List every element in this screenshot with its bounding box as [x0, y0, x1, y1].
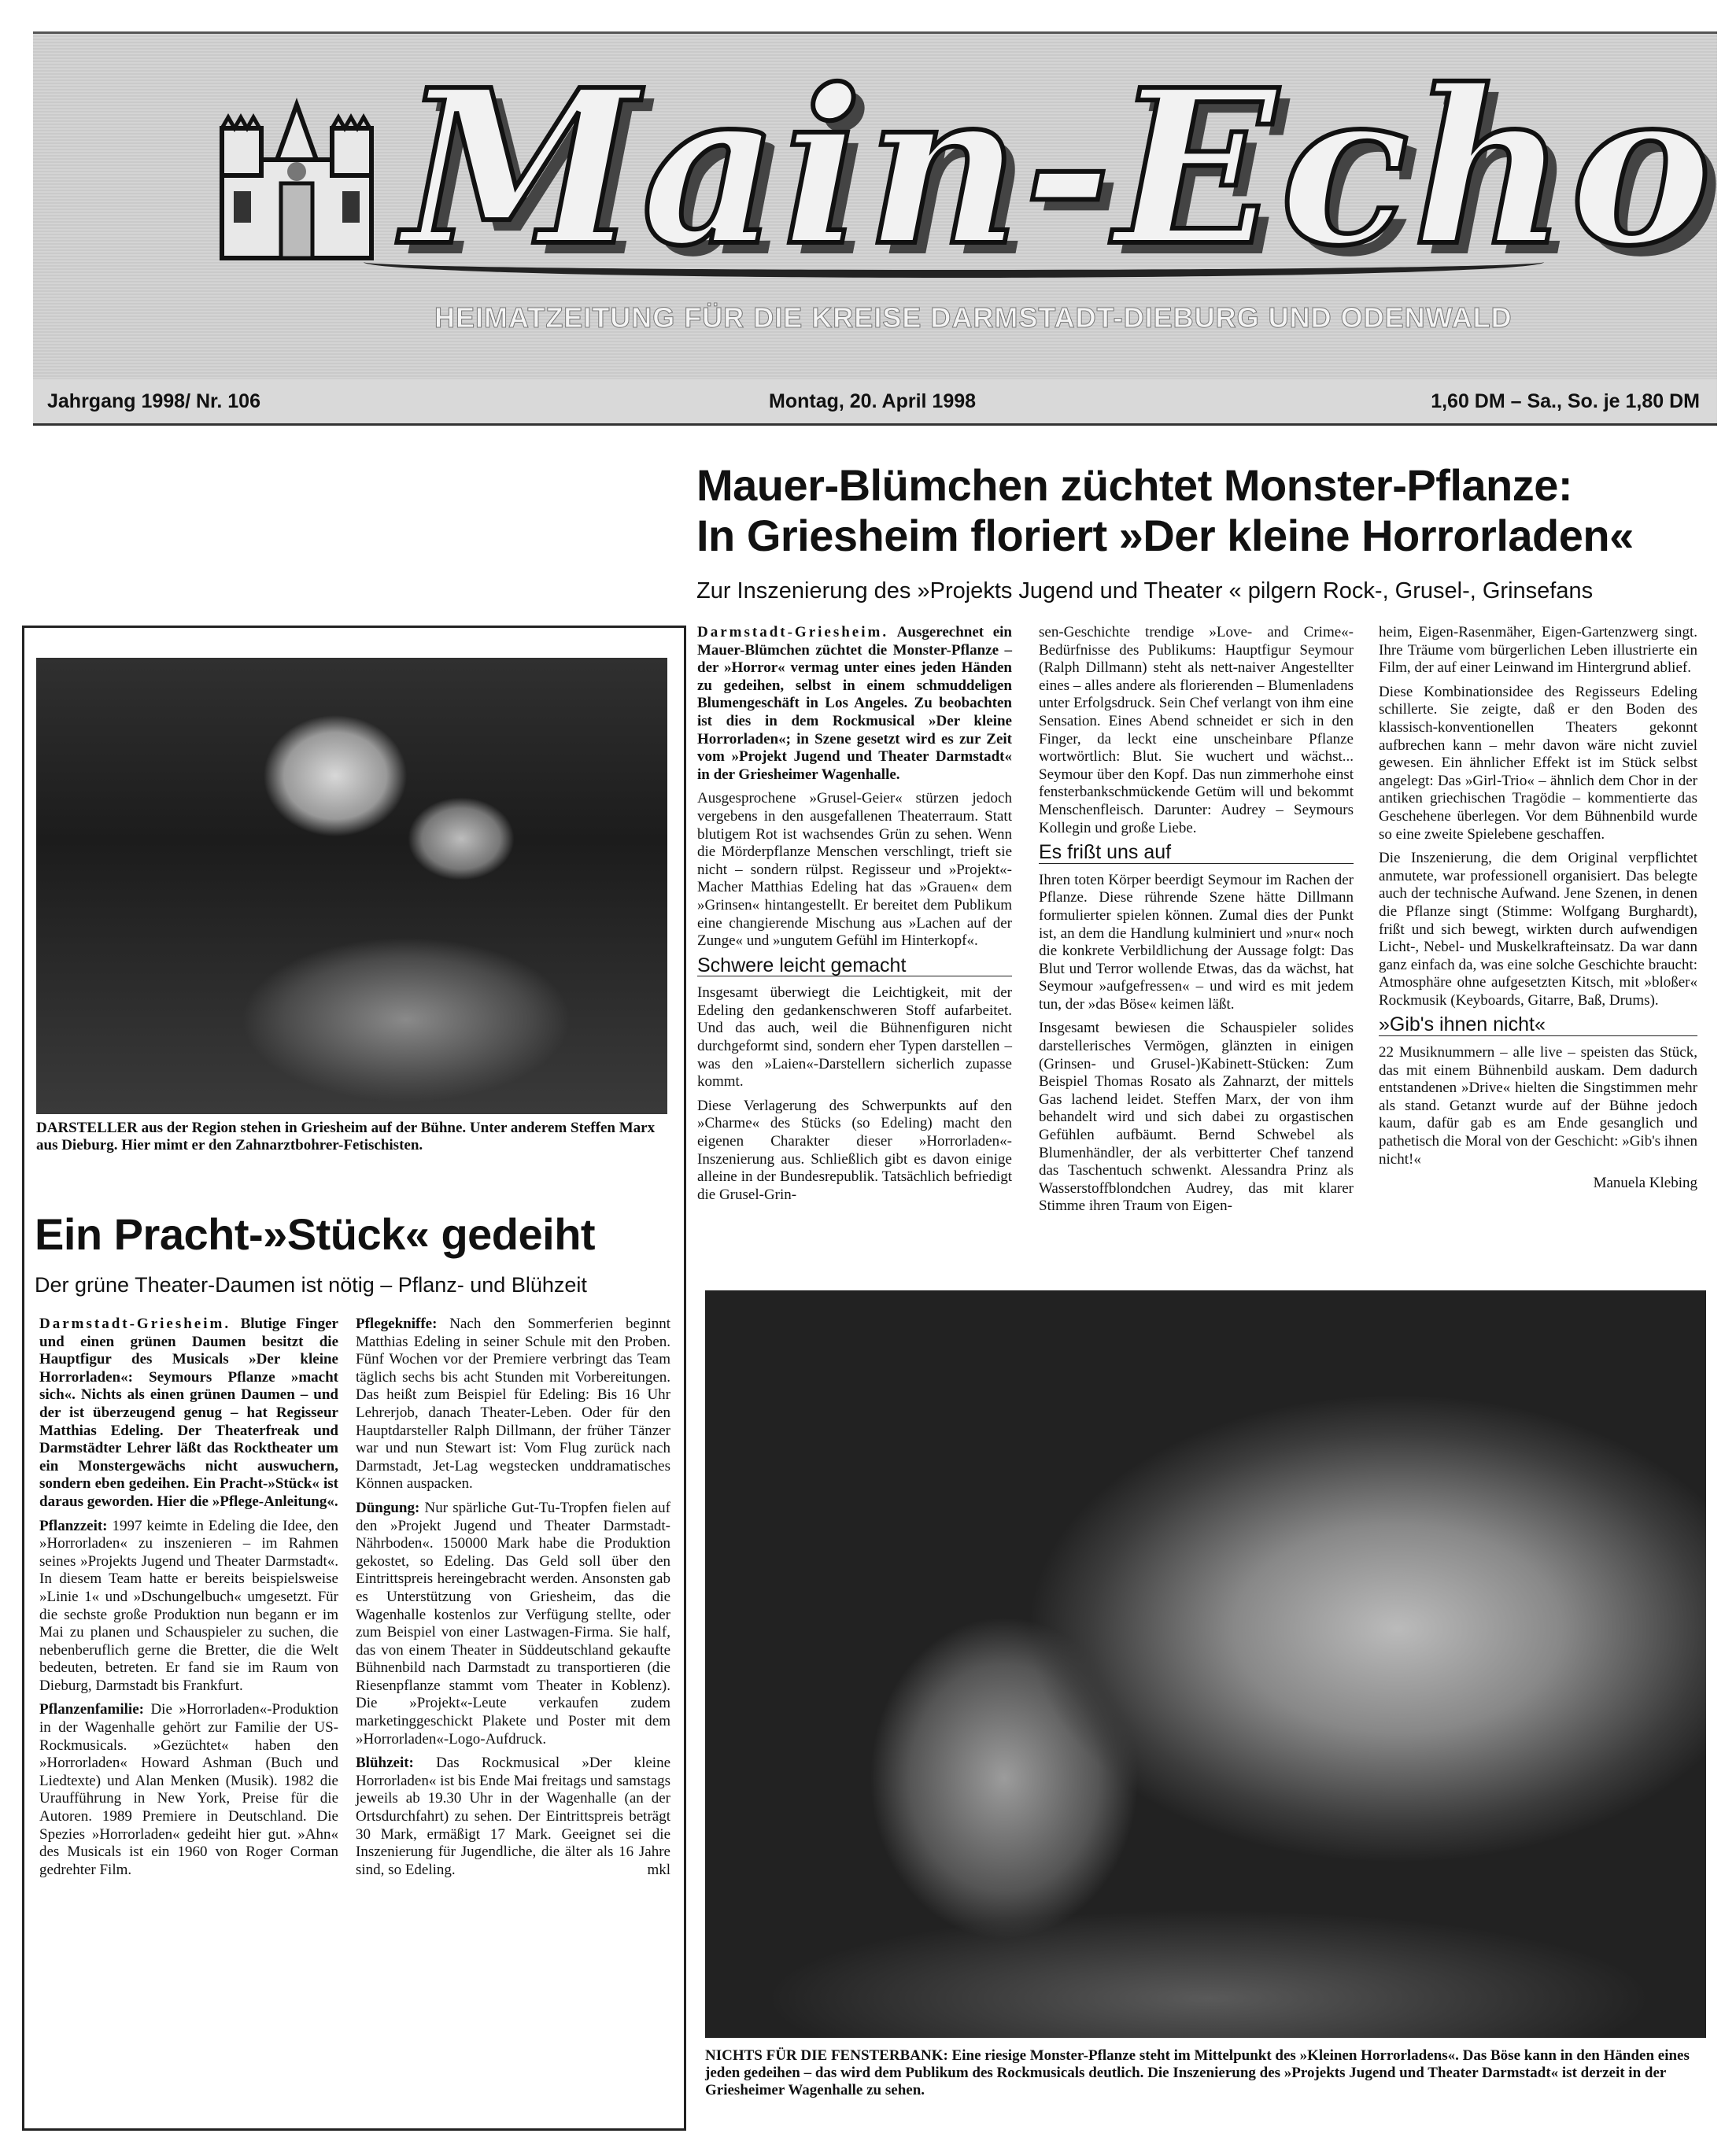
main-caption-label: NICHTS FÜR DIE FENSTERBANK:	[705, 2047, 948, 2064]
side-caption-label: DARSTELLER	[36, 1120, 138, 1136]
main-column-3	[1379, 624, 1697, 1193]
side-paragraph-pflanzzeit: Pflanzzeit: 1997 keimte in Edeling die Idee, den »Horrorladen« zu inszenieren – im Rahmen seines »Projekts Jugend und Theater Darmstadt«. In diesem Team hatte er bereits beispielsweise »Linie 1« und »Dschungelbuch« umgesetzt. Für die sechste große Produktion nun begann er im Mai zu planen und Schauspieler zu suchen, die nebenberuflich gerne die Bretter, die die Welt bedeuten, betreten. Er fand sie im Raum von Dieburg, Darmstadt bis Frankfurt.	[39, 1517, 339, 1694]
issue-price: 1,60 DM – Sa., So. je 1,80 DM	[1431, 390, 1700, 412]
side-paragraph-duengung: Düngung: Nur spärliche Gut-Tu-Tropfen fielen auf den »Projekt Jugend und Theater Darmstadt-Nährboden«. 150000 Mark habe die Produktion gekostet, so Edeling. Das Geld soll über den Eintrittspreis hereingebracht werden. Ansonsten gab es Unterstützung von Griesheim, das die Wagenhalle kostenlos zur Verfügung stellte, oder zum Beispiel von einer Lastwagen-Firma. Sie half, das von einem Theater in Süddeutschland gekaufte Bühnenbild nach Darmstadt zu transportieren (die Riesenpflanze stammt vom Theater in Koblenz). Die »Projekt«-Leute verkaufen zudem marketinggeschickt Plakete und Poster mit dem »Horrorladen«-Logo-Aufdruck.	[356, 1499, 670, 1748]
main-headline-line-1: Mauer-Blümchen züchtet Monster-Pflanze:	[696, 460, 1573, 510]
side-paragraph-pflegekniffe: Pflegekniffe: Nach den Sommerferien beginnt Matthias Edeling in seiner Schule mit den Proben. Fünf Wochen vor der Premiere verbringt das Team täglich sechs bis acht Stunden mit Vorbereitungen. Das heißt zum Beispiel für Edeling: Bis 16 Uhr Lehrerjob, danach Theater-Leben. Oder für den Hauptdarsteller Ralph Dillmann, der früher Tänzer war und nun Stewart ist: Vom Flug zurück nach Darmstadt, Jet-Lag wegstecken unddramatisches Können auspacken.	[356, 1316, 671, 1493]
main-paragraph: Insgesamt bewiesen die Schauspieler solides darstellerisches Vermögen, glänzten in einigen (Grinsen- und Grusel-)Kabinett-Stücken: Zum Beispiel Thomas Rosato als Zahnarzt, der mittels Gas lachend leidet. Steffen Marx, der von ihm behandelt wird und sich dabei zu orgastischen Gefühlen aufbäumt. Bernd Schwebel als Blumenhändler, der als verbitterter Chef tanzend das Taschentuch schwenkt. Alessandra Prinz als Wasserstoffblondchen Audrey, das mit klarer Stimme ihren Traum von Eigen-	[1039, 1020, 1354, 1215]
main-paragraph: sen-Geschichte trendige »Love- and Crime«-Bedürfnisse des Publikums: Hauptfigur Seymour (Ralph Dillmann) steht als nett-naiver Angestellter eines – alles andere als florierenden – Blumenladens unter Erfolgsdruck. Sein Chef verlangt von ihm eine Sensation. Eines Abend schneidet er sich in den Finger, da leckt eine unscheinbare Pflanze wortwörtlich: Blut. Sie wuchert und wächst... Seymour über den Kopf. Das nun zimmerhohe einst fensterbankschmückende Getüm will und bekommt Menschenfleisch. Darunter: Audrey – Seymours Kollegin und große Liebe.	[1039, 624, 1354, 836]
side-photo-caption	[36, 1120, 658, 1154]
side-headline: Ein Pracht-»Stück« gedeiht	[35, 1209, 596, 1259]
main-subhead-schwere: Schwere leicht gemacht	[697, 957, 1012, 977]
main-subhead-frisst: Es frißt uns auf	[1039, 843, 1354, 864]
side-subheadline: Der grüne Theater-Daumen ist nötig – Pflanz- und Blühzeit	[35, 1273, 587, 1297]
issue-date: Montag, 20. April 1998	[769, 390, 977, 412]
main-column-2	[1039, 624, 1354, 1222]
monster-plant-photo	[705, 1290, 1706, 2038]
main-headline-line-2: In Griesheim floriert »Der kleine Horrorladen«	[696, 511, 1634, 560]
side-author: mkl	[647, 1861, 670, 1878]
main-author: Manuela Klebing	[1593, 1175, 1697, 1192]
side-lead: Darmstadt-Griesheim. Blutige Finger und einen grünen Daumen besitzt die Hauptfigur des Musicals »Der kleine Horrorladen«: Seymours Pflanze »macht sich«. Nichts als einen grünen Daumen – und der ist überzeugend genug – hat Regisseur Matthias Edeling. Der Theaterfreak und Darmstädter Lehrer läßt das Rocktheater um ein Monstergewächs nicht auswuchern, sondern eben gedeihen. Ein Pracht-»Stück« ist daraus geworden. Hier die »Pflege-Anleitung«.	[39, 1316, 338, 1510]
masthead-subtitle: HEIMATZEITUNG FÜR DIE KREISE DARMSTADT-DIEBURG UND ODENWALD	[434, 301, 1513, 334]
main-paragraph: Diese Verlagerung des Schwerpunkts auf den »Charme« des Stücks (so Edeling) macht den eigenen Charakter dieser »Horrorladen«-Inszenierung aus. Schließlich gibt es davon einige alleine in der Bundesrepublik. Tatsächlich befriedigt die Grusel-Grin-	[697, 1097, 1012, 1203]
castle-logo-icon	[214, 97, 379, 262]
main-paragraph: Insgesamt überwiegt die Leichtigkeit, mit der Edeling den gedankenschweren Stoff aufarbeitet. Und das auch, weil die Bühnenfiguren nicht durchgeformt sind, sondern eher Typen darstellen – was den »Laien«-Darstellern sicherlich zupasse kommt.	[697, 984, 1012, 1091]
dentist-scene-photo	[36, 658, 667, 1114]
main-paragraph: Ihren toten Körper beerdigt Seymour im Rachen der Pflanze. Diese rührende Szene hätte Dillmann formulierter spielen können. Zumal dies der Punkt ist, an dem die Handlung kulminiert und »nur« noch die konkrete Verbildlichung der Aussage folgt: Das Blut und Terror wollende Etwas, das da wächst, hat Seymour »aufgefressen« – und wird es mit jedem tun, der »das Böse« keimen läßt.	[1039, 871, 1354, 1013]
side-dateline: Darmstadt-Griesheim.	[39, 1316, 231, 1332]
main-dateline: Darmstadt-Griesheim.	[697, 624, 889, 640]
side-column-2	[356, 1316, 670, 1885]
side-caption-text: aus der Region stehen in Griesheim auf der Bühne. Unter anderem Steffen Marx aus Dieburg. Hier mimt er den Zahnarztbohrer-Fetischisten.	[36, 1120, 656, 1153]
main-paragraph: Ausgesprochene »Grusel-Geier« stürzen jedoch vergebens in den ausgefallenen Theaterraum. Statt blutigem Rot ist wachsendes Grün zu sehen. Wenn die Mörderpflanze Menschen verschlingt, trieft sie nicht – sondern rülpst. Regisseur und »Projekt«-Macher Matthias Edeling hat das »Grauen« dem »Grinsen« hintangestellt. Er bereitet dem Publikum eine changierende Mischung aus »Lachen auf der Zunge« und »ungutem Gefühl im Hinterkopf«.	[697, 790, 1012, 950]
masthead-swoosh	[364, 246, 1544, 278]
main-lead: Darmstadt-Griesheim. Ausgerechnet ein Mauer-Blümchen züchtet die Monster-Pflanze – der »Horror« vermag unter eines jeden Händen zu gedeihen, selbst in einem schmuddeligen Blumengeschäft in Los Angeles. Zu beobachten ist dies in dem Rockmusical »Der kleine Horrorladen«; in Szene gesetzt wird es zur Zeit vom »Projekt Jugend und Theater Darmstadt« in der Griesheimer Wagenhalle.	[697, 624, 1012, 783]
side-column-1	[39, 1316, 338, 1885]
main-paragraph: 22 Musiknummern – alle live – speisten das Stück, das mit einem Bühnenbild auskam. Dem dadurch entstandenen »Drive« hielten die Singstimmen mehr als stand. Getanzt wurde auf der Bühne jedoch kaum, dafür gab es am Ende gesanglich und pathetisch die Moral von der Geschicht: »Gib's ihnen nicht!«	[1379, 1044, 1697, 1168]
main-paragraph: Diese Kombinationsidee des Regisseurs Edeling schillerte. Sie zeigte, daß er den Boden des klassisch-konventionellen Theaters gekonnt aufbrechen kann – mehr davon wäre nicht zuviel gewesen. Ein ähnlicher Effekt ist im Stück selbst angelegt: Das »Girl-Trio« – ähnlich dem Chor in der antiken griechischen Tragödie – kommentierte das Geschehene überlegen. Vor dem Bühnenbild wurde so eine zweite Spielebene geschaffen.	[1379, 683, 1697, 843]
issue-number: Jahrgang 1998/ Nr. 106	[47, 390, 260, 412]
masthead-title: Main-Echo	[403, 42, 1716, 293]
main-caption-text: Eine riesige Monster-Pflanze steht im Mittelpunkt des »Kleinen Horrorladens«. Das Böse kann in den Händen eines jeden gedeihen – das wird dem Publikum des Rockmusicals deutlich. Die Inszenierung des »Projekts Jugend und Theater Darmstadt« ist derzeit in der Griesheimer Wagenhalle zu sehen.	[705, 2047, 1690, 2098]
main-paragraph: Die Inszenierung, die dem Original verpflichtet anmutete, war professionell organisiert. Das belegte auch der technische Aufwand. Jene Szenen, in denen die Pflanze singt (Stimme: Wolfgang Burghardt), frißt und sich bewegt, wirkten durch aufwendigen Licht-, Nebel- und Muskelkrafteinsatz. Da war dann ganz einfach da, was eine solche Geschichte braucht: Atmosphäre ohne aufgesetzten Kitsch, mit »bloßer« Rockmusik (Keyboards, Gitarre, Baß, Drums).	[1379, 850, 1697, 1009]
side-paragraph-bluehzeit: Blühzeit: Das Rockmusical »Der kleine Horrorladen« ist bis Ende Mai freitags und samstags jeweils ab 19.30 Uhr in der Wagenhalle (an der Ortsdurchfahrt) zu sehen. Der Eintrittspreis beträgt 30 Mark, ermäßigt 17 Mark. Geeignet sei die Inszenierung für Jugendliche, die älter als 16 Jahre sind, so Edeling. mkl	[356, 1755, 671, 1878]
main-subhead-gibs: »Gib's ihnen nicht«	[1379, 1016, 1697, 1036]
issue-info-bar	[33, 379, 1717, 426]
main-photo-caption	[705, 2047, 1706, 2099]
main-paragraph: heim, Eigen-Rasenmäher, Eigen-Gartenzwerg singt. Ihre Träume vom bürgerlichen Leben illustrierte ein Film, der auf einer Leinwand im Hintergrund ablief.	[1379, 624, 1697, 677]
main-subheadline: Zur Inszenierung des »Projekts Jugend und Theater « pilgern Rock-, Grusel-, Grinsefans	[696, 578, 1594, 603]
side-paragraph-pflanzenfamilie: Pflanzenfamilie: Die »Horrorladen«-Produktion in der Wagenhalle gehört zur Familie der US-Rockmusicals. »Gezüchtet« haben den »Horrorladen« Howard Ashman (Buch und Liedtexte) und Alan Menken (Musik). 1982 die Uraufführung in New York, Preise für die Autoren. 1989 Premiere in Deutschland. Die Spezies »Horrorladen« gedeiht hier gut. »Ahn« des Musicals ist ein 1960 von Roger Corman gedrehter Film.	[39, 1701, 338, 1878]
main-column-1	[697, 624, 1012, 1210]
masthead	[33, 31, 1717, 380]
main-headline	[696, 460, 1634, 561]
